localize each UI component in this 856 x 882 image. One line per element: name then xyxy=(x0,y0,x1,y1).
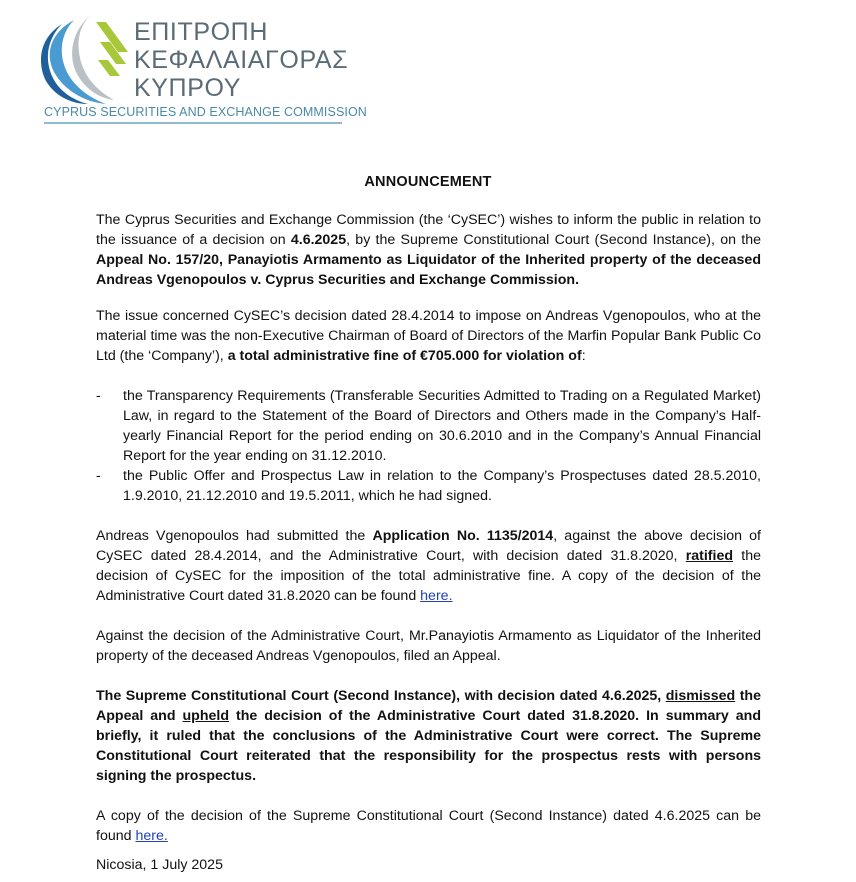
document-title: ANNOUNCEMENT xyxy=(364,174,492,190)
letterhead xyxy=(40,10,367,125)
ruling-text-1: The Supreme Constitutional Court (Second Instance), with decision dated 4.6.2025, xyxy=(96,688,666,704)
decision-date: 4.6.2025 xyxy=(290,232,347,248)
bullet-dash: - xyxy=(96,468,101,484)
supreme-court-decision-link[interactable]: here. xyxy=(135,828,168,844)
ratified-term: ratified xyxy=(685,548,734,564)
issue-text-2: : xyxy=(581,348,586,364)
paragraph-issue xyxy=(96,306,761,366)
ruling-text-3: the decision of the Administrative Court dated 31.8.2020. In summary and briefly, it ruled that the conclusions of the Administrative Court were correct. The Supreme Constitutional Court reiterated that the responsibility for the prospectus rests with persons signing the prospectus. xyxy=(96,708,761,784)
ruling-text-2: the Appeal and xyxy=(96,688,761,724)
paragraph-copy xyxy=(96,806,761,846)
letterhead-divider xyxy=(44,122,342,124)
intro-text-1: The Cyprus Securities and Exchange Commission (the ‘CySEC’) wishes to inform the public in relation to the issuance of a decision on xyxy=(96,212,761,248)
org-name-english: CYPRUS SECURITIES AND EXCHANGE COMMISSION xyxy=(44,105,367,119)
announcement-body xyxy=(96,210,761,846)
appeal-title: Appeal No. 157/20, Panayiotis Armamento as Liquidator of the Inherited property of the deceased Andreas Vgenopoulos v. Cyprus Securities and Exchange Commission. xyxy=(96,252,761,288)
org-name-greek-line-2: ΚΕΦΑΛΑΙΑΓΟΡΑΣ xyxy=(134,46,349,74)
org-name-greek-line-1: ΕΠΙΤΡΟΠΗ xyxy=(134,18,268,46)
list-item-text: the Transparency Requirements (Transferable Securities Admitted to Trading on a Regulated Market) Law, in regard to the Statement of the Board of Directors and Others made in the Company’s Half-yearly Financial Report for the period ending on 30.6.2010 and in the Company’s Annual Financial Report for the year ending on 31.12.2010. xyxy=(123,388,761,464)
application-text-3: the decision of CySEC for the imposition of the total administrative fine. A copy of the decision of the Administrative Court dated 31.8.2020 can be found xyxy=(96,548,761,604)
list-item xyxy=(96,386,761,466)
paragraph-application xyxy=(96,526,761,606)
application-text-2: , against the above decision of CySEC dated 28.4.2014, and the Administrative Court, with decision dated 31.8.2020, xyxy=(96,528,762,564)
paragraph-intro xyxy=(96,210,761,290)
paragraph-ruling xyxy=(96,686,761,786)
place-and-date: Nicosia, 1 July 2025 xyxy=(96,857,223,873)
issue-text-1: The issue concerned CySEC’s decision dated 28.4.2014 to impose on Andreas Vgenopoulos, who at the material time was the non-Executive Chairman of Board of Directors of the Marfin Popular Bank Public Co Ltd (the ‘Company’), xyxy=(96,308,761,364)
fine-amount: a total administrative fine of €705.000 for violation of xyxy=(227,348,582,364)
upheld-term: upheld xyxy=(182,708,229,724)
cysec-logo-icon xyxy=(40,10,132,106)
paragraph-appeal: Against the decision of the Administrative Court, Mr.Panayiotis Armamento as Liquidator of the Inherited property of the deceased Andreas Vgenopoulos, filed an Appeal. xyxy=(96,628,761,664)
org-name-greek-line-3: ΚΥΠΡΟΥ xyxy=(134,74,241,102)
copy-text: A copy of the decision of the Supreme Constitutional Court (Second Instance) dated 4.6.2025 can be found xyxy=(96,808,761,844)
administrative-court-decision-link[interactable]: here. xyxy=(420,588,453,604)
list-item-text: the Public Offer and Prospectus Law in relation to the Company’s Prospectuses dated 28.5.2010, 1.9.2010, 21.12.2010 and 19.5.2011, which he had signed. xyxy=(123,468,761,504)
application-text-1: Andreas Vgenopoulos had submitted the xyxy=(96,528,373,544)
org-name-greek xyxy=(134,18,348,102)
application-number: Application No. 1135/2014 xyxy=(372,528,554,544)
bullet-dash: - xyxy=(96,388,101,404)
list-item xyxy=(96,466,761,506)
violations-list xyxy=(96,386,761,506)
intro-text-2: , by the Supreme Constitutional Court (Second Instance), on the xyxy=(346,232,761,248)
dismissed-term: dismissed xyxy=(665,688,736,704)
